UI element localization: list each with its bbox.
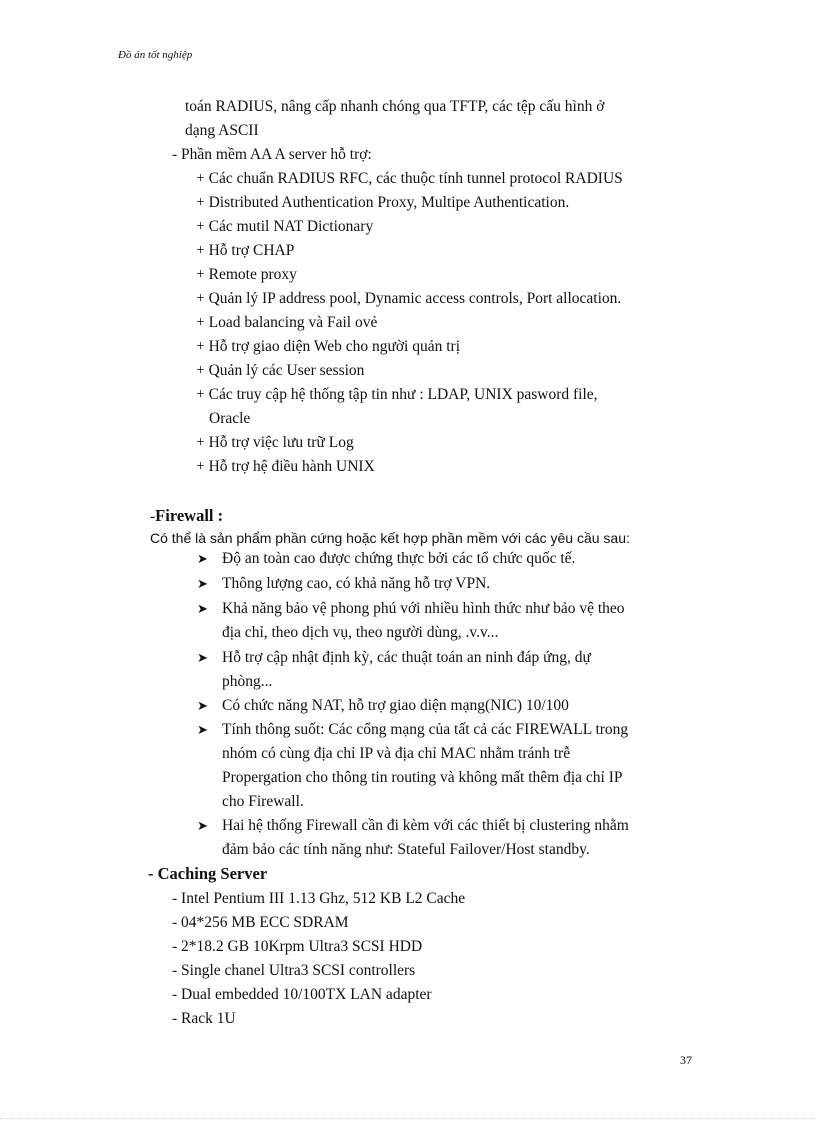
aaa-item: + Hỗ trợ hệ điều hành UNIX [196,458,375,475]
aaa-heading: - Phần mềm AA A server hỗ trợ: [172,146,372,163]
intro-line: dạng ASCII [185,122,259,139]
firewall-bullet-continuation: địa chỉ, theo dịch vụ, theo người dùng, .v.v... [222,624,499,641]
page-bottom-rule [0,1118,816,1119]
arrow-bullet-icon: ➤ [197,818,208,833]
arrow-bullet-icon: ➤ [197,551,208,566]
caching-heading: - Caching Server [148,864,268,883]
aaa-item: + Các truy cập hệ thống tập tin như : LDAP, UNIX pasword file, [196,386,598,403]
firewall-bullet: Khả năng bảo vệ phong phú với nhiều hình thức như bảo vệ theo [222,600,625,617]
firewall-title: Firewall : [155,506,224,525]
caching-item: - 04*256 MB ECC SDRAM [172,914,349,931]
firewall-bullet: Tính thông suốt: Các cổng mạng của tất cả các FIREWALL trong [222,721,629,738]
firewall-bullet: Hỗ trợ cập nhật định kỳ, các thuật toán an ninh đáp ứng, dự [222,649,591,666]
aaa-item: + Hỗ trợ CHAP [196,242,295,259]
caching-item: - Intel Pentium III 1.13 Ghz, 512 KB L2 Cache [172,890,466,907]
aaa-item: + Các mutil NAT Dictionary [196,218,374,235]
aaa-item: + Quản lý IP address pool, Dynamic access controls, Port allocation. [196,290,622,307]
firewall-intro: Có thể là sản phẩm phần cứng hoặc kết hợp phần mềm với các yêu cầu sau: [150,530,630,546]
arrow-bullet-icon: ➤ [197,650,208,665]
caching-item: - Dual embedded 10/100TX LAN adapter [172,986,432,1003]
aaa-item: + Các chuẩn RADIUS RFC, các thuộc tính tunnel protocol RADIUS [196,170,623,187]
arrow-bullet-icon: ➤ [197,722,208,737]
firewall-bullet-continuation: nhóm có cùng địa chỉ IP và địa chỉ MAC nhằm tránh trễ [222,745,571,762]
firewall-bullet-continuation: phòng... [222,673,273,690]
firewall-bullet: Hai hệ thống Firewall cần đi kèm với các thiết bị clustering nhằm [222,817,629,834]
aaa-item: + Quản lý các User session [196,362,365,379]
firewall-bullet-continuation: Propergation cho thông tin routing và không mất thêm địa chỉ IP [222,769,623,786]
firewall-bullet: Độ an toàn cao được chứng thực bởi các tổ chức quốc tế. [222,550,576,567]
caching-item: - Rack 1U [172,1010,236,1027]
intro-line: toán RADIUS, nâng cấp nhanh chóng qua TFTP, các tệp cấu hình ở [185,98,605,115]
firewall-dash: - [150,508,156,525]
arrow-bullet-icon: ➤ [197,576,208,591]
page-header: Đồ án tốt nghiệp [118,49,193,61]
firewall-bullet-continuation: cho Firewall. [222,793,304,810]
aaa-item: + Load balancing và Fail ovẻ [196,314,378,331]
arrow-bullet-icon: ➤ [197,601,208,616]
aaa-item: + Hỗ trợ giao diện Web cho người quản trị [196,338,461,355]
caching-item: - 2*18.2 GB 10Krpm Ultra3 SCSI HDD [172,938,423,955]
page-number: 37 [680,1053,692,1067]
firewall-heading [150,506,223,527]
firewall-bullet-continuation: đảm bảo các tính năng như: Stateful Failover/Host standby. [222,841,590,858]
caching-item: - Single chanel Ultra3 SCSI controllers [172,962,416,979]
aaa-item: + Distributed Authentication Proxy, Multipe Authentication. [196,194,570,211]
aaa-item: + Remote proxy [196,266,297,283]
aaa-item: + Hỗ trợ việc lưu trữ Log [196,434,354,451]
firewall-bullet: Có chức năng NAT, hỗ trợ giao diện mạng(NIC) 10/100 [222,697,569,714]
arrow-bullet-icon: ➤ [197,698,208,713]
firewall-bullet: Thông lượng cao, có khả năng hỗ trợ VPN. [222,575,491,592]
aaa-item-continuation: Oracle [209,410,251,427]
